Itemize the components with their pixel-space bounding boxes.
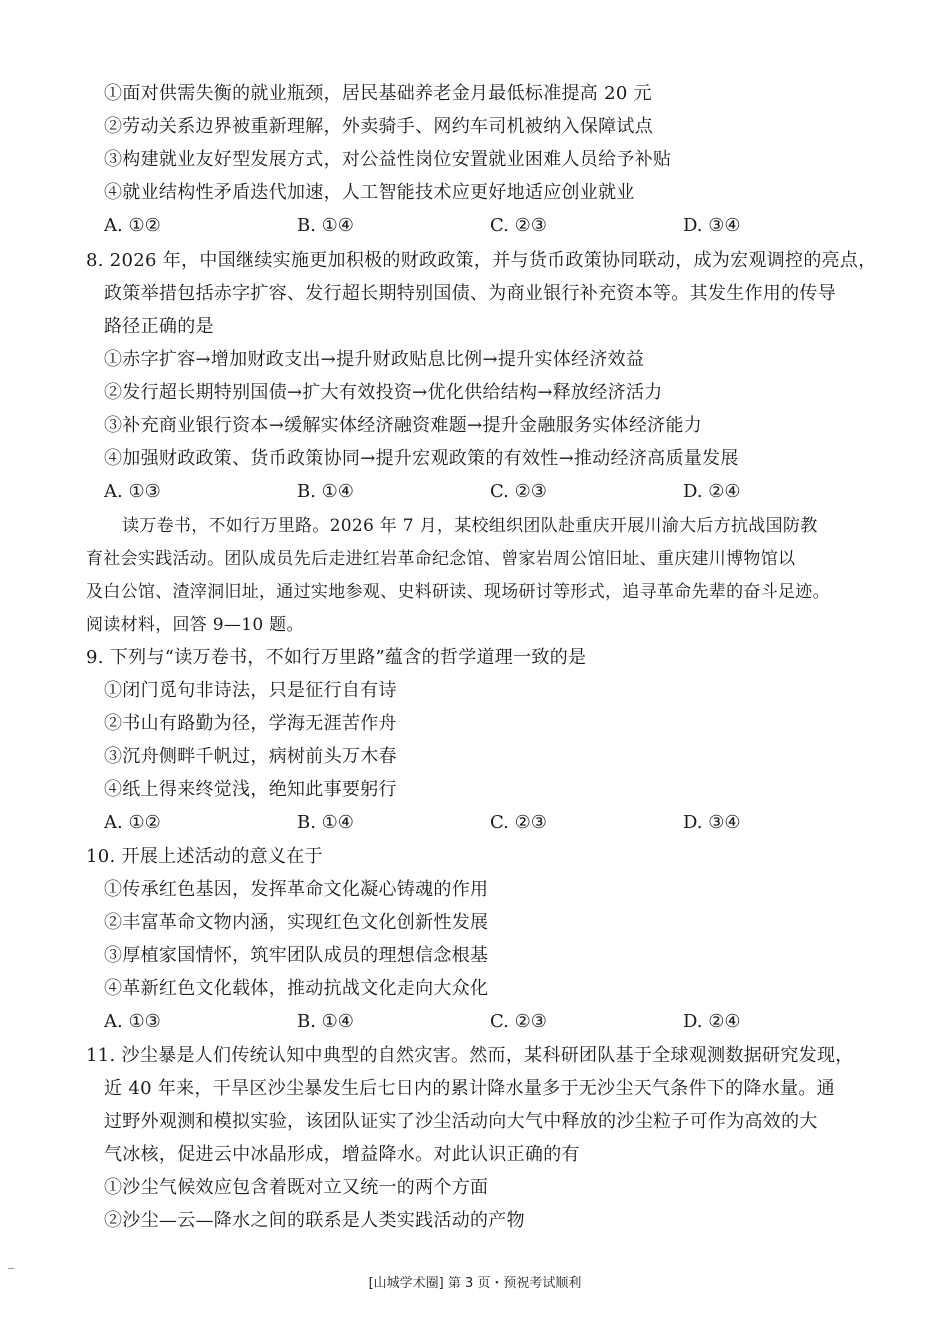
page-footer: [山城学术圈] 第 3 页・预祝考试顺利 xyxy=(368,1276,582,1291)
q11-stem-line-1: 11. 沙尘暴是人们传统认知中典型的自然灾害。然而，某科研团队基于全球观测数据研究发现， xyxy=(86,1045,854,1066)
q10-option-a: A. ①③ xyxy=(104,1011,161,1032)
q10-item-4: ④革新红色文化载体，推动抗战文化走向大众化 xyxy=(104,978,489,999)
q7-option-b: B. ①④ xyxy=(297,215,354,236)
q8-stem-line-2: 政策举措包括赤字扩容、发行超长期特别国债、为商业银行补充资本等。其发生作用的传导 xyxy=(104,283,836,304)
q11-item-1: ①沙尘气候效应包含着既对立又统一的两个方面 xyxy=(104,1177,489,1198)
q9-option-a: A. ①② xyxy=(104,812,161,833)
q7-option-a: A. ①② xyxy=(104,215,161,236)
q9-option-b: B. ①④ xyxy=(297,812,354,833)
q7-option-d: D. ③④ xyxy=(683,215,741,236)
q9-item-4: ④纸上得来终觉浅，绝知此事要躬行 xyxy=(104,779,397,800)
q8-option-c: C. ②③ xyxy=(490,481,547,502)
q11-stem-line-3: 过野外观测和模拟实验，该团队证实了沙尘活动向大气中释放的沙尘粒子可作为高效的大 xyxy=(104,1111,818,1132)
q9-item-3: ③沉舟侧畔千帆过，病树前头万木春 xyxy=(104,746,397,767)
q10-item-3: ③厚植家国情怀，筑牢团队成员的理想信念根基 xyxy=(104,945,489,966)
q9-option-d: D. ③④ xyxy=(683,812,741,833)
material-line-1: 读万卷书，不如行万里路。2026 年 7 月，某校组织团队赴重庆开展川渝大后方抗战国防教 xyxy=(122,516,818,536)
q7-item-2: ②劳动关系边界被重新理解，外卖骑手、网约车司机被纳入保障试点 xyxy=(104,116,653,137)
q8-option-a: A. ①③ xyxy=(104,481,161,502)
material-line-2: 育社会实践活动。团队成员先后走进红岩革命纪念馆、曾家岩周公馆旧址、重庆建川博物馆以 xyxy=(86,549,796,569)
q10-option-b: B. ①④ xyxy=(297,1011,354,1032)
margin-mark xyxy=(8,1268,14,1269)
material-line-4: 阅读材料，回答 9—10 题。 xyxy=(86,615,304,635)
q11-stem-line-4: 气冰核，促进云中冰晶形成，增益降水。对此认识正确的有 xyxy=(104,1144,580,1165)
q7-item-3: ③构建就业友好型发展方式，对公益性岗位安置就业困难人员给予补贴 xyxy=(104,149,672,170)
q7-option-c: C. ②③ xyxy=(490,215,547,236)
q8-stem-line-3: 路径正确的是 xyxy=(104,316,214,337)
material-line-3: 及白公馆、渣滓洞旧址，通过实地参观、史料研读、现场研讨等形式，追寻革命先辈的奋斗足迹。 xyxy=(86,582,830,602)
q8-item-3: ③补充商业银行资本→缓解实体经济融资难题→提升金融服务实体经济能力 xyxy=(104,415,703,436)
q8-option-d: D. ②④ xyxy=(683,481,741,502)
q10-item-2: ②丰富革命文物内涵，实现红色文化创新性发展 xyxy=(104,912,489,933)
q7-item-4: ④就业结构性矛盾迭代加速，人工智能技术应更好地适应创业就业 xyxy=(104,182,635,203)
q8-item-1: ①赤字扩容→增加财政支出→提升财政贴息比例→提升实体经济效益 xyxy=(104,349,645,370)
q10-option-c: C. ②③ xyxy=(490,1011,547,1032)
q8-stem-line-1: 8. 2026 年，中国继续实施更加积极的财政政策，并与货币政策协同联动，成为宏观调控的亮点， xyxy=(86,250,877,271)
q10-stem: 10. 开展上述活动的意义在于 xyxy=(86,846,323,867)
q11-item-2: ②沙尘—云—降水之间的联系是人类实践活动的产物 xyxy=(104,1210,525,1231)
q9-item-2: ②书山有路勤为径，学海无涯苦作舟 xyxy=(104,713,397,734)
q10-option-d: D. ②④ xyxy=(683,1011,741,1032)
q8-item-2: ②发行超长期特别国债→扩大有效投资→优化供给结构→释放经济活力 xyxy=(104,382,663,403)
q10-item-1: ①传承红色基因，发挥革命文化凝心铸魂的作用 xyxy=(104,879,489,900)
q9-option-c: C. ②③ xyxy=(490,812,547,833)
q9-item-1: ①闭门觅句非诗法，只是征行自有诗 xyxy=(104,680,397,701)
q7-item-1: ①面对供需失衡的就业瓶颈，居民基础养老金月最低标准提高 20 元 xyxy=(104,83,652,104)
q11-stem-line-2: 近 40 年来，干旱区沙尘暴发生后七日内的累计降水量多于无沙尘天气条件下的降水量。通 xyxy=(104,1078,835,1099)
q9-stem: 9. 下列与“读万卷书，不如行万里路”蕴含的哲学道理一致的是 xyxy=(86,647,587,668)
q8-item-4: ④加强财政政策、货币政策协同→提升宏观政策的有效性→推动经济高质量发展 xyxy=(104,448,739,469)
q8-option-b: B. ①④ xyxy=(297,481,354,502)
